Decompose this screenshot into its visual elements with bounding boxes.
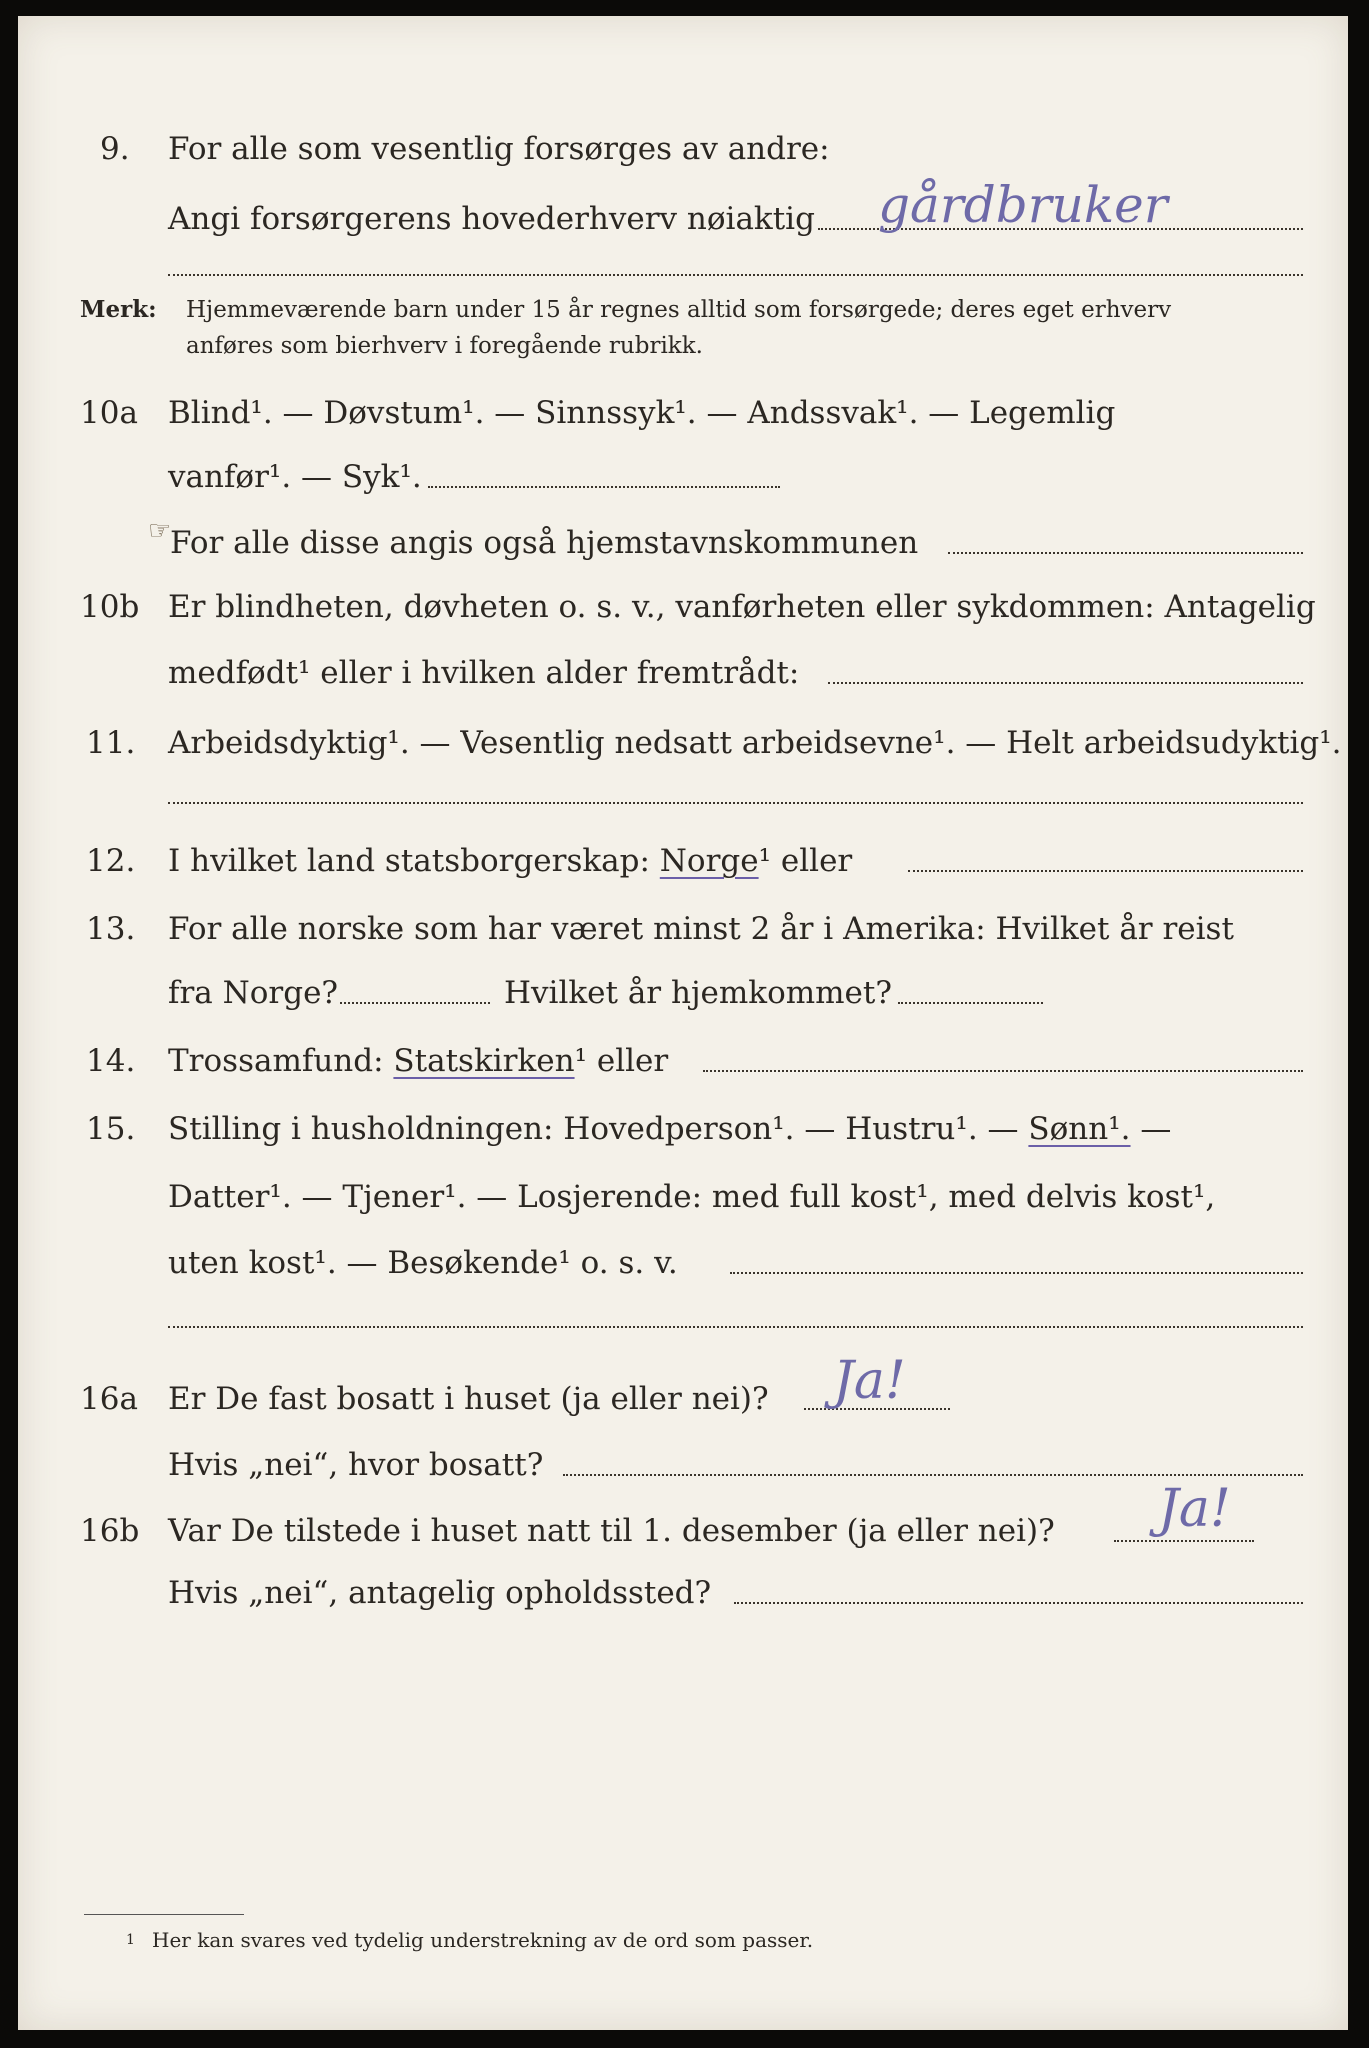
q11-answer-line <box>168 802 1303 804</box>
q10b-answer-line <box>828 682 1303 684</box>
q12-norge-underlined: Norge <box>659 843 759 879</box>
q10b-row-1 <box>18 582 1348 632</box>
q11-text-1: Arbeidsdyktig¹. — Vesentlig nedsatt arbeidsevne¹. — Helt arbeidsudyktig¹. <box>168 725 1342 761</box>
q13-reist-line <box>340 1002 490 1004</box>
q14-prefix: Trossamfund: <box>168 1043 384 1079</box>
q16a-row-2 <box>18 1440 1348 1490</box>
merk-text-1: Hjemmeværende barn under 15 år regnes alltid som forsørgede; deres eget erhverv <box>186 297 1172 323</box>
q15-text-2: Datter¹. — Tjener¹. — Losjerende: med full kost¹, med delvis kost¹, <box>168 1179 1216 1215</box>
q14-suffix: ¹ eller <box>574 1043 669 1079</box>
q9-number: 9. <box>100 131 130 167</box>
q16a-number: 16a <box>80 1381 138 1417</box>
q14-row <box>18 1036 1348 1086</box>
q10a-number: 10a <box>80 395 138 431</box>
q9-handwritten-answer: gårdbruker <box>878 176 1168 234</box>
footnote-mark: 1 <box>126 1932 135 1948</box>
q16b-text-1: Var De tilstede i huset natt til 1. desember (ja eller nei)? <box>168 1513 1055 1549</box>
q15-text-3: uten kost¹. — Besøkende¹ o. s. v. <box>168 1245 678 1281</box>
q12-suffix: ¹ eller <box>758 843 853 879</box>
q15-row-1 <box>18 1104 1348 1154</box>
q14-statskirken-underlined: Statskirken <box>393 1043 575 1079</box>
q10b-text-1: Er blindheten, døvheten o. s. v., vanførheten eller sykdommen: Antagelig <box>168 589 1316 625</box>
q15-answer-line <box>730 1272 1303 1274</box>
q11-number: 11. <box>86 725 136 761</box>
q13-number: 13. <box>86 911 136 947</box>
q10a-hometown-line <box>948 552 1303 554</box>
q14-text <box>168 1036 668 1086</box>
q16b-number: 16b <box>80 1513 140 1549</box>
q16a-text-1: Er De fast bosatt i huset (ja eller nei)? <box>168 1381 769 1417</box>
pointing-hand-icon: ☞ <box>148 516 172 546</box>
q15-text-1-suffix: — <box>1140 1111 1172 1147</box>
q12-text <box>168 836 852 886</box>
q13-hjemkommet-line <box>898 1002 1043 1004</box>
census-form-page <box>18 16 1348 2030</box>
q15-number: 15. <box>86 1111 136 1147</box>
q16b-row-2 <box>18 1568 1348 1618</box>
q9-row-1 <box>18 124 1348 174</box>
q16b-opholdssted-line <box>734 1602 1303 1604</box>
footnote-separator <box>84 1914 244 1915</box>
q16b-answer-line <box>1114 1540 1254 1542</box>
q15-row-3 <box>18 1238 1348 1288</box>
q15-text-1 <box>168 1104 1171 1154</box>
q16a-row-1 <box>18 1351 1348 1424</box>
footnote-text: Her kan svares ved tydelig understrekning av de ord som passer. <box>152 1928 814 1952</box>
q12-number: 12. <box>86 843 136 879</box>
q16b-text-2: Hvis „nei“, antagelig opholdssted? <box>168 1575 712 1611</box>
merk-row-1 <box>18 292 1348 328</box>
merk-text-2: anføres som bierhverv i foregående rubrikk. <box>186 333 703 359</box>
q13-text-1: For alle norske som har været minst 2 år i Amerika: Hvilket år reist <box>168 911 1234 947</box>
q9-extra-line <box>168 274 1303 276</box>
q10a-text-1: Blind¹. — Døvstum¹. — Sinnssyk¹. — Andssvak¹. — Legemlig <box>168 395 1116 431</box>
q16b-row-1 <box>18 1479 1348 1556</box>
q12-row <box>18 836 1348 886</box>
q14-answer-line <box>703 1070 1303 1072</box>
q10a-row-2 <box>18 452 1348 502</box>
q10a-text-2: vanfør¹. — Syk¹. <box>168 459 422 495</box>
q10b-text-2: medfødt¹ eller i hvilken alder fremtrådt: <box>168 655 800 691</box>
q10a-text-3: For alle disse angis også hjemstavnskommunen <box>170 525 919 561</box>
q9-row-2 <box>18 176 1348 244</box>
q10a-answer-line <box>428 486 780 488</box>
q11-row-1 <box>18 718 1348 768</box>
q15-row-2 <box>18 1172 1348 1222</box>
merk-label: Merk: <box>80 296 157 323</box>
q10a-row-1 <box>18 388 1348 438</box>
q13-row-2 <box>18 968 1348 1018</box>
q13-text-2b: Hvilket år hjemkommet? <box>504 975 892 1011</box>
q12-prefix: I hvilket land statsborgerskap: <box>168 843 650 879</box>
q16a-bosatt-line <box>563 1474 1303 1476</box>
merk-row-2 <box>18 328 1348 364</box>
q13-text-2a: fra Norge? <box>168 975 339 1011</box>
q10b-row-2 <box>18 648 1348 698</box>
q15-sonn-underlined: Sønn¹. <box>1028 1111 1131 1147</box>
q14-number: 14. <box>86 1043 136 1079</box>
q9-text-1: For alle som vesentlig forsørges av andre: <box>168 131 830 167</box>
q16a-handwritten-answer: Ja! <box>833 1351 906 1411</box>
q10b-number: 10b <box>80 589 140 625</box>
q16a-text-2: Hvis „nei“, hvor bosatt? <box>168 1447 544 1483</box>
q9-text-2: Angi forsørgerens hovederhverv nøiaktig <box>168 201 815 237</box>
q15-extra-line <box>168 1326 1303 1328</box>
q10a-row-3 <box>18 518 1348 568</box>
q15-text-1-prefix: Stilling i husholdningen: Hovedperson¹. — Hustru¹. — <box>168 1111 1019 1147</box>
q16b-handwritten-answer: Ja! <box>1158 1479 1231 1539</box>
q13-row-1 <box>18 904 1348 954</box>
q12-answer-line <box>908 870 1303 872</box>
